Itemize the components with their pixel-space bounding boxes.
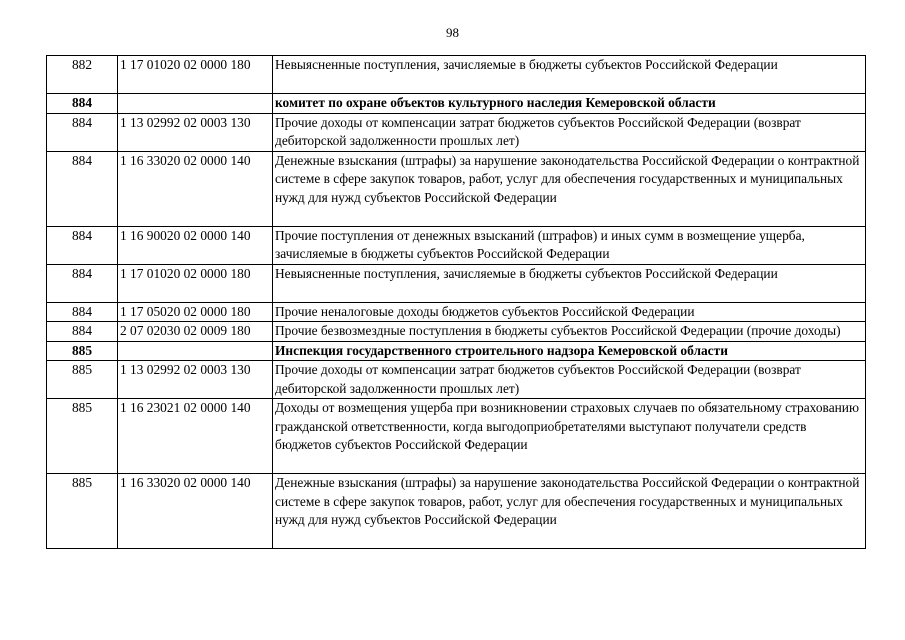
budget-code-cell: 1 16 33020 02 0000 140 [118, 151, 273, 226]
section-title-cell: комитет по охране объектов культурного наследия Кемеровской области [273, 94, 866, 114]
description-cell: Прочие безвозмездные поступления в бюджеты субъектов Российской Федерации (прочие доходы) [273, 322, 866, 342]
admin-code-cell: 885 [47, 361, 118, 399]
admin-code-cell: 885 [47, 341, 118, 361]
budget-code-cell [118, 341, 273, 361]
section-title-cell: Инспекция государственного строительного надзора Кемеровской области [273, 341, 866, 361]
table-row [47, 151, 866, 226]
section-header-row [47, 341, 866, 361]
description-cell: Прочие неналоговые доходы бюджетов субъектов Российской Федерации [273, 302, 866, 322]
table-row [47, 264, 866, 302]
budget-code-cell: 1 13 02992 02 0003 130 [118, 113, 273, 151]
description-text: Невыясненные поступления, зачисляемые в бюджеты субъектов Российской Федерации [275, 57, 778, 72]
description-cell [273, 56, 866, 94]
description-cell: Прочие доходы от компенсации затрат бюджетов субъектов Российской Федерации (возврат дебиторской задолженности прошлых лет) [273, 361, 866, 399]
budget-code-cell: 2 07 02030 02 0009 180 [118, 322, 273, 342]
table-row [47, 399, 866, 474]
revenue-codes-table [46, 55, 866, 549]
admin-code-cell: 884 [47, 226, 118, 264]
table-row [47, 474, 866, 549]
admin-code-cell: 884 [47, 264, 118, 302]
description-cell [273, 264, 866, 302]
description-text: Денежные взыскания (штрафы) за нарушение законодательства Российской Федерации о контрактной системе в сфере закупок товаров, работ, услуг для обеспечения государственных и муниципальных нужд для нужд субъектов Российской Федерации [275, 152, 860, 205]
admin-code-cell: 882 [47, 56, 118, 94]
budget-code-cell: 1 17 05020 02 0000 180 [118, 302, 273, 322]
admin-code-cell: 884 [47, 151, 118, 226]
description-cell [273, 151, 866, 226]
admin-code-cell: 884 [47, 322, 118, 342]
description-cell [273, 399, 866, 474]
admin-code-cell: 885 [47, 399, 118, 474]
admin-code-cell: 884 [47, 302, 118, 322]
table-row [47, 322, 866, 342]
table-row [47, 56, 866, 94]
description-cell: Прочие доходы от компенсации затрат бюджетов субъектов Российской Федерации (возврат дебиторской задолженности прошлых лет) [273, 113, 866, 151]
description-text: Денежные взыскания (штрафы) за нарушение законодательства Российской Федерации о контрактной системе в сфере закупок товаров, работ, услуг для обеспечения государственных и муниципальных нужд для нужд субъектов Российской Федерации [275, 475, 860, 527]
table-row [47, 302, 866, 322]
description-text: Невыясненные поступления, зачисляемые в бюджеты субъектов Российской Федерации [275, 265, 778, 281]
page-number: 98 [446, 25, 459, 40]
table-row [47, 226, 866, 264]
section-header-row [47, 94, 866, 114]
table-row [47, 361, 866, 399]
budget-code-cell: 1 17 01020 02 0000 180 [118, 56, 273, 94]
admin-code-cell: 885 [47, 474, 118, 549]
budget-code-cell: 1 16 23021 02 0000 140 [118, 399, 273, 474]
budget-code-cell [118, 94, 273, 114]
description-text: Доходы от возмещения ущерба при возникновении страховых случаев по обязательному страхованию гражданской ответственности, когда выгодоприобретателями выступают получатели средств бюджетов субъектов Российской Федерации [275, 400, 859, 452]
description-cell [273, 474, 866, 549]
table-row [47, 113, 866, 151]
description-cell: Прочие поступления от денежных взысканий (штрафов) и иных сумм в возмещение ущерба, зачисляемые в бюджеты субъектов Российской Федерации [273, 226, 866, 264]
admin-code-cell: 884 [47, 94, 118, 114]
admin-code-cell: 884 [47, 113, 118, 151]
budget-code-cell: 1 16 33020 02 0000 140 [118, 474, 273, 549]
budget-code-cell: 1 16 90020 02 0000 140 [118, 226, 273, 264]
budget-code-cell: 1 17 01020 02 0000 180 [118, 264, 273, 302]
budget-code-cell: 1 13 02992 02 0003 130 [118, 361, 273, 399]
